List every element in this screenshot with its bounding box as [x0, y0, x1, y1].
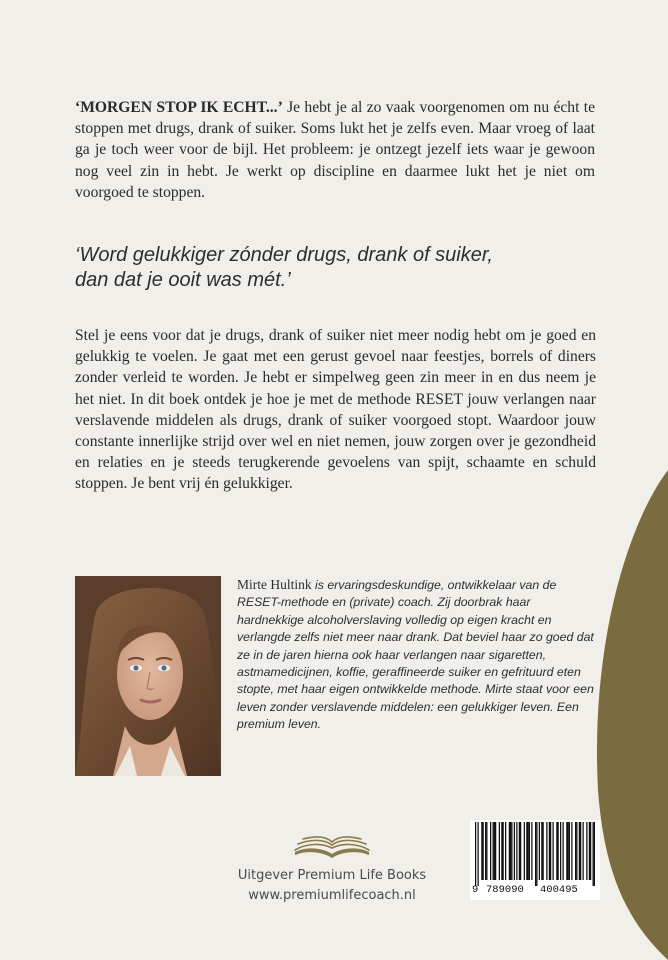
barcode-bar — [569, 822, 570, 880]
barcode-bar — [563, 822, 564, 880]
author-bio-text: is ervaringsdeskundige, ontwikkelaar van de RESET-methode en (private) coach. Zij doorbrak haar hardnekkige alcoholverslaving volledig op eigen kracht en verlangde zelfs niet meer naar drank. Dat beviel haar zo goed dat ze in de jaren hierna ook haar verlangen naar sigaretten, astmamedicijnen, koffie, geraffineerde suiker en gefrituurd eten stopte, met haar eigen ontwikkelde methode. Mirte staat voor een leven zonder verslavende middelen: een gelukkiger leven. Een premium leven. — [237, 578, 594, 732]
barcode-bar — [529, 822, 530, 880]
barcode-bar — [510, 822, 511, 880]
intro-lead: ‘MORGEN STOP IK ECHT...’ — [75, 99, 283, 116]
barcode-bar — [549, 822, 550, 880]
author-bio — [237, 576, 597, 734]
barcode-bar — [579, 822, 580, 880]
barcode-bar — [520, 822, 521, 880]
barcode-bar — [501, 822, 502, 880]
open-book-icon — [293, 832, 371, 860]
body-paragraph: Stel je eens voor dat je drugs, drank of suiker niet meer nodig hebt om je goed en gelukkig te voelen. Je gaat met een gerust gevoel naar feestjes, borrels of diners zonder verleid te worden. Je hebt er simpelweg geen zin meer in en dus neem je het niet. In dit boek ontdek je hoe je met de methode RESET jouw verlangen naar verslavende middelen als drugs, drank of suiker voorgoed stopt. Waardoor jouw constante innerlijke strijd over wel en niet nemen, jouw zorgen over je gezondheid en relaties en je steeds terugkerende gevoelens van spijt, schaamte en schuld stoppen. Je bent vrij én gelukkiger. — [75, 327, 596, 493]
barcode-bar — [575, 822, 576, 880]
barcode-bar — [481, 822, 482, 880]
barcode-bar — [576, 822, 577, 880]
barcode-bar — [553, 822, 554, 880]
barcode-bar — [505, 822, 506, 880]
barcode-bar — [541, 822, 542, 880]
barcode-bar — [511, 822, 512, 880]
barcode-bar — [519, 822, 520, 880]
barcode-bar — [524, 822, 525, 880]
barcode-bar — [514, 822, 515, 880]
quote-line-1: ‘Word gelukkiger zónder drugs, drank of suiker, — [75, 244, 493, 266]
intro-text: Je hebt je al zo vaak voorgenomen om nu écht te stoppen met drugs, drank of suiker. Soms lukt het je zelfs even. Maar vroeg of laat ga je toch weer voor de bijl. Het probleem: je ontzegt jezelf iets waar je gewoon nog veel zin in hebt. Je werkt op discipline en daarmee lukt het je niet om voorgoed te stoppen. — [75, 99, 595, 201]
barcode-bar — [558, 822, 559, 880]
barcode-bar — [494, 822, 495, 880]
barcode-bar — [593, 822, 594, 886]
barcode-bar — [478, 822, 479, 886]
barcode-bar — [556, 822, 557, 880]
barcode-bar — [503, 822, 504, 880]
barcode-bar — [490, 822, 491, 880]
barcode-bar — [535, 822, 536, 886]
isbn-lead-digit: 9 — [472, 884, 479, 896]
barcode-bar — [536, 822, 537, 886]
author-photo — [75, 576, 221, 776]
barcode-bar — [568, 822, 569, 880]
pull-quote — [75, 243, 595, 293]
barcode-bar — [526, 822, 527, 880]
isbn-digits-left: 789090 — [486, 884, 524, 896]
barcode-bar — [495, 822, 496, 880]
author-name: Mirte Hultink — [237, 577, 312, 592]
barcode-bar — [589, 822, 590, 880]
barcode-bar — [516, 822, 517, 880]
quote-line-2: dan dat je ooit was mét.’ — [75, 269, 291, 291]
publisher-url: www.premiumlifecoach.nl — [248, 888, 416, 903]
barcode-bar — [550, 822, 551, 880]
barcode-bar — [580, 822, 581, 880]
barcode-bar — [566, 822, 567, 880]
barcode-bar — [586, 822, 587, 880]
publisher-name: Uitgever Premium Life Books — [237, 868, 427, 883]
isbn-barcode — [470, 820, 600, 900]
barcode-bar — [528, 822, 529, 880]
publisher-block — [200, 866, 464, 906]
barcode-bar — [571, 822, 572, 880]
barcode-bar — [560, 822, 561, 880]
barcode-bar — [583, 822, 584, 880]
barcode-bar — [590, 822, 591, 880]
barcode-bar — [594, 822, 595, 886]
barcode-bar — [539, 822, 540, 880]
barcode-bar — [475, 822, 476, 886]
barcode-bar — [483, 822, 484, 880]
barcode-bar — [499, 822, 500, 880]
isbn-number — [470, 884, 600, 898]
barcode-bar — [546, 822, 547, 880]
barcode-bar — [531, 822, 532, 880]
barcode-bar — [509, 822, 510, 880]
barcode-bar — [485, 822, 486, 880]
barcode-bar — [486, 822, 487, 880]
barcode-bar — [543, 822, 544, 880]
intro-paragraph — [75, 97, 595, 203]
barcode-bars — [475, 822, 595, 886]
barcode-bar — [493, 822, 494, 880]
isbn-digits-right: 400495 — [540, 884, 578, 896]
